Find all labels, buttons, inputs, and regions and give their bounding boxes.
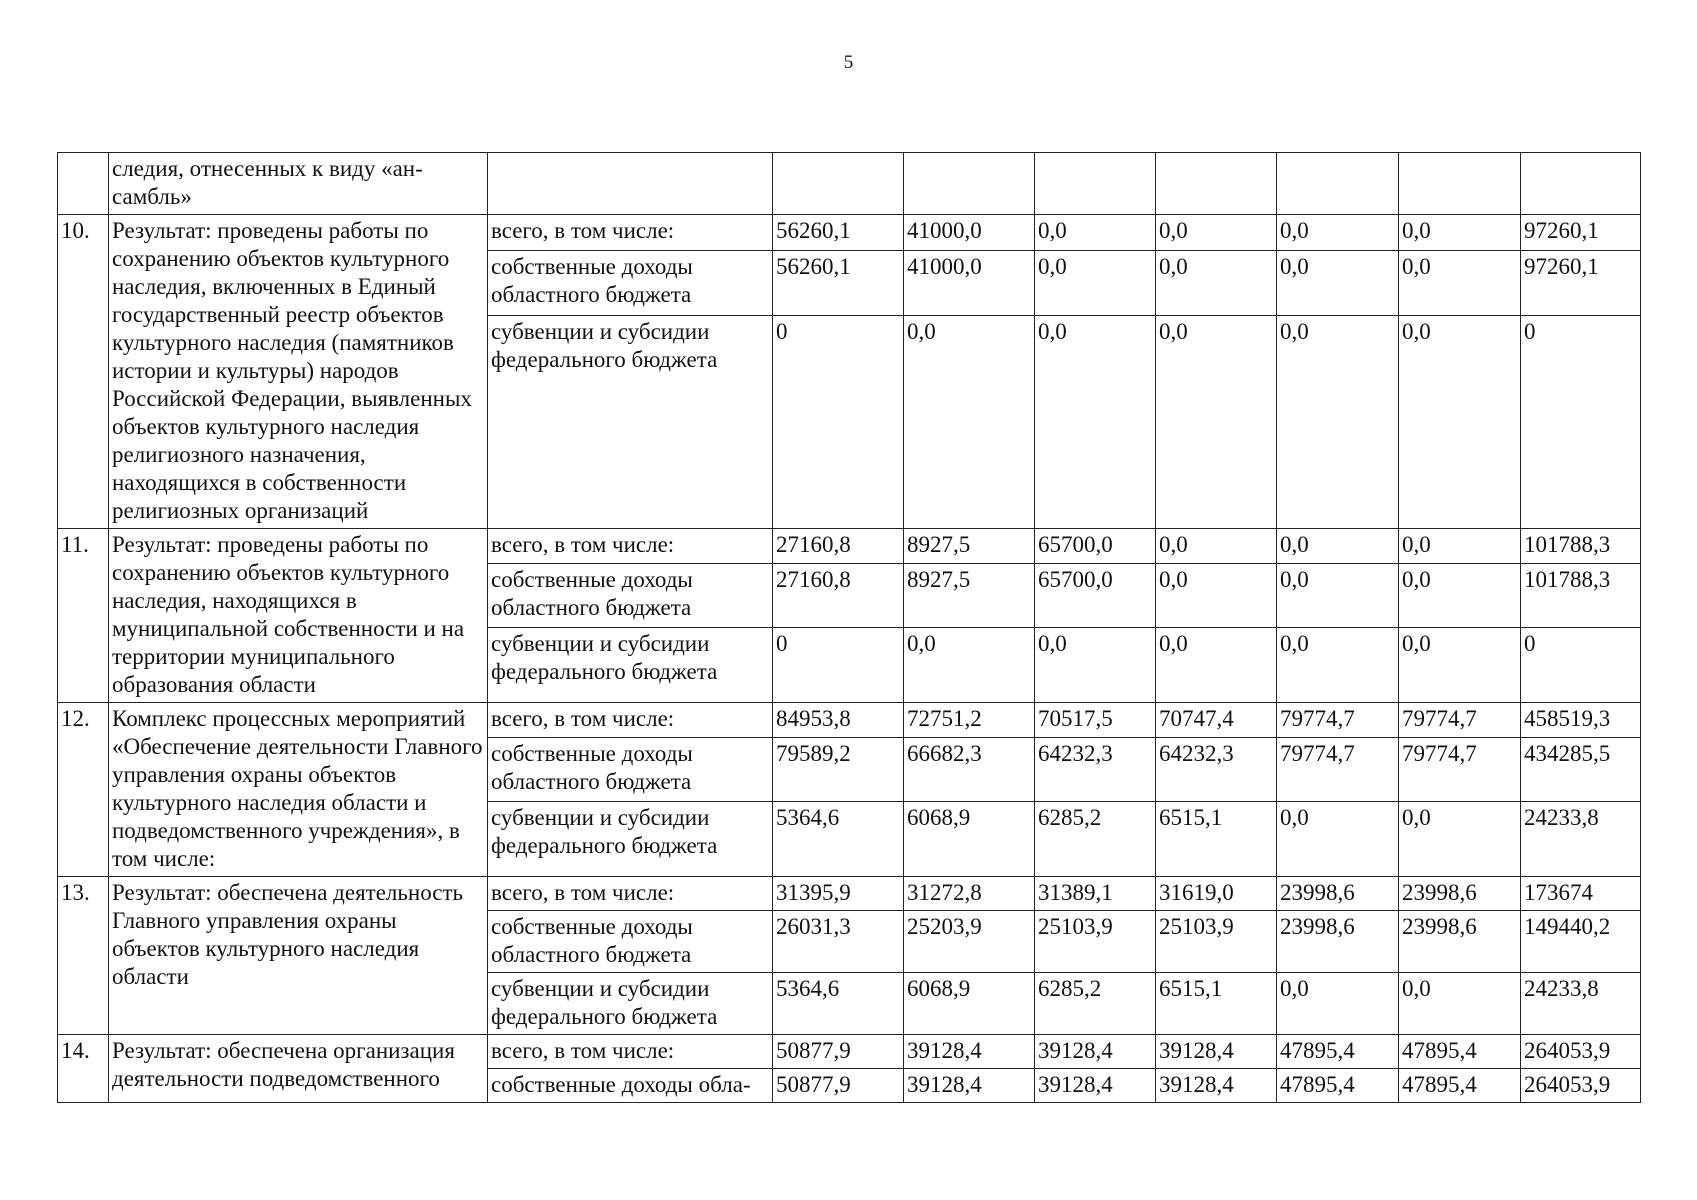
row-description-cell: Результат: обеспечена деятельность Главного управления охраны объектов культурного наследия области [109,877,488,1035]
value-cell: 101788,3 [1521,564,1641,628]
value-cell: 56260,1 [773,215,904,251]
value-cell: 173674 [1521,877,1641,911]
value-cell [1035,153,1156,215]
value-cell: 6068,9 [904,802,1035,877]
value-cell: 31619,0 [1156,877,1277,911]
value-cell: 0,0 [1035,250,1156,316]
value-cell: 0,0 [1277,973,1399,1035]
value-cell: 0,0 [904,628,1035,703]
value-cell: 39128,4 [1035,1035,1156,1069]
value-cell: 0,0 [1399,529,1521,564]
row-index-cell [58,153,109,215]
funding-source-cell: собственные доходы областного бюджета [488,738,773,802]
row-index-cell: 10. [58,215,109,529]
value-cell: 65700,0 [1035,529,1156,564]
table-row [58,703,1641,738]
value-cell: 39128,4 [904,1035,1035,1069]
value-cell: 66682,3 [904,738,1035,802]
value-cell: 0,0 [1035,628,1156,703]
value-cell: 41000,0 [904,215,1035,251]
value-cell: 47895,4 [1399,1035,1521,1069]
row-description-cell: Результат: проведены работы по сохранению объектов культурного наследия, включенных в Единый государственный реестр объектов культурного наследия (памятников истории и культуры) народов Российской Федерации, выявленных объектов культурного наследия религиозного назначения, находящихся в собственности религиозных организаций [109,215,488,529]
value-cell: 0,0 [1035,316,1156,529]
value-cell: 0,0 [1156,529,1277,564]
value-cell: 0,0 [1399,564,1521,628]
row-index-cell: 12. [58,703,109,877]
value-cell: 70747,4 [1156,703,1277,738]
value-cell [773,153,904,215]
value-cell [1277,153,1399,215]
value-cell: 6515,1 [1156,973,1277,1035]
row-index-cell: 14. [58,1035,109,1103]
value-cell: 50877,9 [773,1069,904,1103]
value-cell: 0,0 [1399,973,1521,1035]
value-cell: 8927,5 [904,529,1035,564]
value-cell: 39128,4 [1035,1069,1156,1103]
table-row [58,877,1641,911]
value-cell: 0,0 [1277,802,1399,877]
value-cell: 39128,4 [904,1069,1035,1103]
value-cell: 25103,9 [1156,911,1277,973]
value-cell: 23998,6 [1399,877,1521,911]
value-cell: 6515,1 [1156,802,1277,877]
value-cell: 79589,2 [773,738,904,802]
value-cell: 0 [773,628,904,703]
value-cell: 97260,1 [1521,250,1641,316]
row-description-cell: Результат: проведены работы по сохранению объектов культурного наследия, находящихся в муниципальной собственности и на территории муниципального образования области [109,529,488,703]
row-index-cell: 11. [58,529,109,703]
value-cell: 0,0 [1277,529,1399,564]
value-cell: 0 [1521,628,1641,703]
value-cell: 0,0 [1156,316,1277,529]
funding-source-cell: всего, в том числе: [488,1035,773,1069]
value-cell: 0,0 [1156,564,1277,628]
value-cell: 79774,7 [1399,703,1521,738]
table-row [58,215,1641,251]
funding-source-cell: всего, в том числе: [488,703,773,738]
value-cell: 0,0 [1399,628,1521,703]
funding-source-cell: всего, в том числе: [488,877,773,911]
value-cell: 65700,0 [1035,564,1156,628]
value-cell: 0,0 [904,316,1035,529]
value-cell: 25103,9 [1035,911,1156,973]
value-cell: 0,0 [1277,316,1399,529]
value-cell: 79774,7 [1277,738,1399,802]
continuation-row [58,153,1641,215]
value-cell: 79774,7 [1277,703,1399,738]
funding-source-cell: субвенции и субсидии федерального бюджета [488,802,773,877]
value-cell: 31395,9 [773,877,904,911]
funding-source-cell: всего, в том числе: [488,215,773,251]
value-cell [904,153,1035,215]
value-cell: 0,0 [1035,215,1156,251]
value-cell: 0,0 [1156,250,1277,316]
value-cell: 27160,8 [773,564,904,628]
table-row [58,529,1641,564]
value-cell: 64232,3 [1035,738,1156,802]
table-row [58,1035,1641,1069]
value-cell: 0,0 [1277,250,1399,316]
funding-source-cell: субвенции и субсидии федерального бюджета [488,628,773,703]
value-cell: 41000,0 [904,250,1035,316]
value-cell: 101788,3 [1521,529,1641,564]
value-cell: 0,0 [1277,215,1399,251]
table-body [58,153,1641,1103]
value-cell: 47895,4 [1277,1035,1399,1069]
value-cell: 23998,6 [1277,911,1399,973]
row-index-cell: 13. [58,877,109,1035]
funding-source-cell: всего, в том числе: [488,529,773,564]
value-cell: 39128,4 [1156,1035,1277,1069]
value-cell: 0,0 [1399,802,1521,877]
value-cell: 5364,6 [773,802,904,877]
value-cell: 0,0 [1399,250,1521,316]
value-cell: 0 [1521,316,1641,529]
value-cell: 264053,9 [1521,1069,1641,1103]
value-cell: 47895,4 [1277,1069,1399,1103]
value-cell: 24233,8 [1521,802,1641,877]
budget-table [57,152,1641,1103]
value-cell: 72751,2 [904,703,1035,738]
value-cell: 26031,3 [773,911,904,973]
value-cell: 39128,4 [1156,1069,1277,1103]
value-cell: 6285,2 [1035,973,1156,1035]
funding-source-cell: собственные доходы областного бюджета [488,250,773,316]
value-cell: 23998,6 [1277,877,1399,911]
funding-source-cell: собственные доходы областного бюджета [488,911,773,973]
value-cell: 0,0 [1399,316,1521,529]
value-cell: 8927,5 [904,564,1035,628]
value-cell: 149440,2 [1521,911,1641,973]
value-cell: 264053,9 [1521,1035,1641,1069]
value-cell: 0,0 [1156,215,1277,251]
value-cell: 5364,6 [773,973,904,1035]
value-cell [1399,153,1521,215]
funding-source-cell [488,153,773,215]
value-cell: 50877,9 [773,1035,904,1069]
funding-source-cell: субвенции и субсидии федерального бюджета [488,316,773,529]
value-cell: 31389,1 [1035,877,1156,911]
value-cell: 434285,5 [1521,738,1641,802]
value-cell: 84953,8 [773,703,904,738]
value-cell: 47895,4 [1399,1069,1521,1103]
funding-source-cell: собственные доходы областного бюджета [488,564,773,628]
page-number: 5 [843,52,854,73]
value-cell: 0,0 [1399,215,1521,251]
value-cell [1521,153,1641,215]
row-description-cell: Комплекс процессных мероприятий «Обеспечение деятельности Главного управления охраны объектов культурного наследия области и подведомственного учреждения», в том числе: [109,703,488,877]
value-cell: 0,0 [1277,564,1399,628]
value-cell: 70517,5 [1035,703,1156,738]
value-cell: 27160,8 [773,529,904,564]
value-cell: 0,0 [1156,628,1277,703]
value-cell: 0,0 [1277,628,1399,703]
value-cell: 24233,8 [1521,973,1641,1035]
value-cell: 31272,8 [904,877,1035,911]
funding-source-cell: собственные доходы обла- [488,1069,773,1103]
value-cell: 0 [773,316,904,529]
value-cell [1156,153,1277,215]
value-cell: 56260,1 [773,250,904,316]
funding-source-cell: субвенции и субсидии федерального бюджета [488,973,773,1035]
row-description-cell: следия, отнесенных к виду «ан- самбль» [109,153,488,215]
value-cell: 6068,9 [904,973,1035,1035]
value-cell: 64232,3 [1156,738,1277,802]
value-cell: 23998,6 [1399,911,1521,973]
value-cell: 6285,2 [1035,802,1156,877]
row-description-cell: Результат: обеспечена организация деятельности подведомственного [109,1035,488,1103]
value-cell: 79774,7 [1399,738,1521,802]
value-cell: 25203,9 [904,911,1035,973]
value-cell: 97260,1 [1521,215,1641,251]
value-cell: 458519,3 [1521,703,1641,738]
